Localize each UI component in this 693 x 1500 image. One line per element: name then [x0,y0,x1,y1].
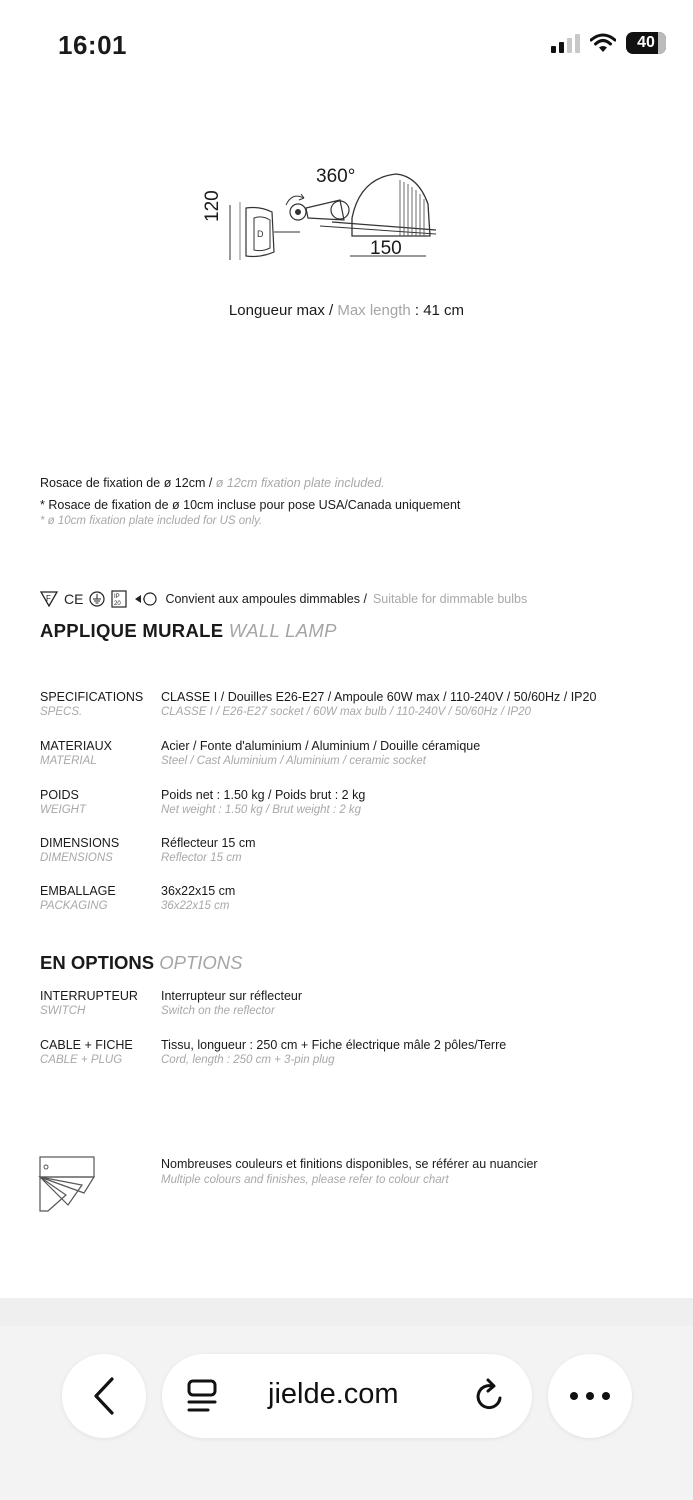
spec-label-en: SPECS. [40,706,83,718]
spec-value-fr: Acier / Fonte d'aluminium / Aluminium / Douille céramique [161,739,481,753]
fixation-fr: Rosace de fixation de ø 12cm / [40,476,213,490]
url-text: jielde.com [268,1378,399,1410]
max-length-line [0,302,693,319]
svg-text:IP: IP [114,594,121,600]
colour-chart-icon [38,1155,96,1213]
dimmable-bulb-icon [133,591,159,607]
option-label-fr: CABLE + FICHE [40,1038,133,1052]
earth-ground-icon [89,591,105,607]
spec-label-fr: MATERIAUX [40,739,112,753]
svg-text:20: 20 [114,601,122,607]
lamp-diagram [200,160,450,280]
spec-label-en: WEIGHT [40,804,86,816]
back-button[interactable] [62,1354,146,1438]
spec-value-fr: Réflecteur 15 cm [161,836,256,850]
spec-label-en: MATERIAL [40,755,97,767]
rotation-label: 360° [316,166,356,187]
dimmable-text-en: Suitable for dimmable bulbs [372,592,528,606]
option-label-en: SWITCH [40,1005,86,1017]
title-fr: APPLIQUE MURALE [40,620,224,641]
clock: 16:01 [58,30,127,60]
height-label: 120 [202,190,223,222]
spec-label-en: PACKAGING [40,900,108,912]
options-title-en: OPTIONS [159,952,243,973]
spec-value-en: Steel / Cast Aluminium / Aluminium / ceramic socket [161,755,427,767]
battery-icon [626,32,666,54]
reader-mode-icon[interactable] [186,1378,218,1414]
title-en: WALL LAMP [228,620,337,641]
chevron-left-icon [92,1376,116,1416]
fixation-en: ø 12cm fixation plate included. [215,476,385,490]
option-value-en: Switch on the reflector [161,1005,275,1017]
spec-label-en: DIMENSIONS [40,852,113,864]
colours-note [161,1157,538,1186]
status-icons [551,32,661,54]
more-button[interactable] [548,1354,632,1438]
max-length-en: Max length [337,302,411,319]
option-value-fr: Tissu, longueur : 250 cm + Fiche électrique mâle 2 pôles/Terre [161,1038,507,1052]
f-triangle-icon [40,591,58,607]
spec-label-fr: SPECIFICATIONS [40,690,144,704]
option-label-en: CABLE + PLUG [40,1054,123,1066]
spec-label-fr: DIMENSIONS [40,836,120,850]
battery-percent: 40 [637,34,655,51]
spec-value-en: 36x22x15 cm [161,900,230,912]
max-length-value: : 41 cm [414,302,465,319]
max-length-fr: Longueur max / [228,302,334,319]
fixation-line-1 [40,476,385,490]
product-title [40,620,337,642]
svg-text:F: F [46,594,51,603]
spec-value-fr: CLASSE I / Douilles E26-E27 / Ampoule 60W max / 110-240V / 50/60Hz / IP20 [161,690,597,704]
ip20-icon [111,590,127,608]
spec-value-fr: 36x22x15 cm [161,884,236,898]
colours-fr: Nombreuses couleurs et finitions disponibles, se référer au nuancier [161,1157,538,1171]
spec-value-en: Net weight : 1.50 kg / Brut weight : 2 kg [161,804,362,816]
fixation-line-2: * Rosace de fixation de ø 10cm incluse pour pose USA/Canada uniquement [40,498,461,512]
svg-text:D: D [257,229,264,239]
wifi-icon [590,33,616,53]
certification-row [40,590,527,608]
status-bar [0,0,693,90]
cellular-signal-icon [551,33,580,53]
spec-label-fr: POIDS [40,788,79,802]
option-value-en: Cord, length : 250 cm + 3-pin plug [161,1054,335,1066]
spec-value-en: CLASSE I / E26-E27 socket / 60W max bulb / 110-240V / 50/60Hz / IP20 [161,706,531,718]
reload-icon[interactable] [472,1376,508,1416]
spec-value-fr: Poids net : 1.50 kg / Poids brut : 2 kg [161,788,366,802]
spec-value-en: Reflector 15 cm [161,852,242,864]
dimmable-text-fr: Convient aux ampoules dimmables / [165,592,367,606]
options-title-fr: EN OPTIONS [40,952,155,973]
address-bar[interactable] [162,1354,532,1438]
more-dots-icon [568,1391,612,1401]
colours-en: Multiple colours and finishes, please refer to colour chart [161,1174,449,1186]
spec-label-fr: EMBALLAGE [40,884,116,898]
fixation-line-2-en: * ø 10cm fixation plate included for US only. [40,515,263,527]
width-label: 150 [370,238,402,259]
option-value-fr: Interrupteur sur réflecteur [161,989,303,1003]
options-title [40,952,243,974]
ce-mark-icon: CE [64,591,84,607]
option-label-fr: INTERRUPTEUR [40,989,138,1003]
